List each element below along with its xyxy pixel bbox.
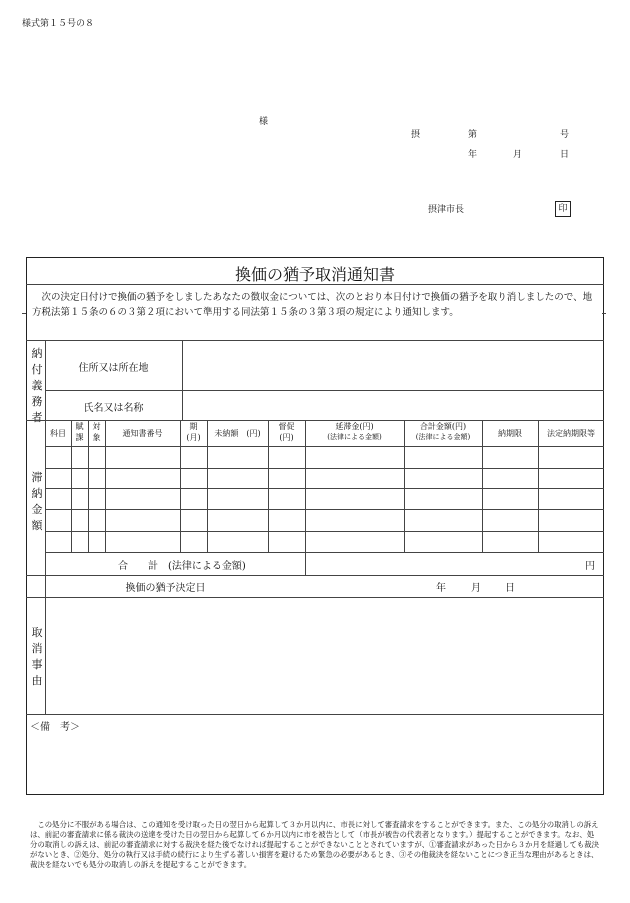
decision-date-label: 換価の猶予決定日 (125, 583, 206, 594)
divider (26, 284, 604, 285)
divider (45, 390, 604, 391)
col-header-late-fee: 延滞金(円) (法律による金額) (327, 422, 382, 441)
col-header-unpaid: 未納額 (円) (214, 429, 261, 438)
name-label: 氏名又は名称 (83, 403, 144, 414)
intro-text: 次の決定日付けで換価の猶予をしましたあなたの徴収金については、次のとおり本日付けで換価の猶予を取り消しましたので、地方税法第１５条の６の３第２項において準用する同法第１５条の３第３項の規定により通知します。 (32, 292, 593, 318)
table-column (105, 420, 106, 552)
col-header-assessment: 賦 課 (75, 422, 84, 442)
table-row (45, 531, 604, 532)
date-month: 月 (513, 150, 523, 160)
cancel-reason-field[interactable] (50, 602, 598, 710)
punch-mark-left (22, 313, 26, 314)
doc-number-prefix: 摂 (411, 130, 421, 140)
decision-day: 日 (505, 583, 515, 594)
total-label: 合 計 (法律による金額) (118, 561, 246, 572)
divider (26, 714, 604, 715)
decision-month: 月 (471, 583, 481, 594)
divider (45, 340, 46, 715)
divider (26, 597, 604, 598)
appeal-notice: この処分に不服がある場合は、この通知を受け取った日の翌日から起算して３か月以内に、市長に対して審査請求をすることができます。また、この処分の取消しの訴えは、前記の審査請求に係る裁決の送達を受けた日の翌日から起算して６か月以内に市を被告として（市長が被告の代表者となります。）提起することができます。なお、処分の取消しの訴えは、前記の審査請求に対する裁決を経た後でなければ提起することができないこととされていますが、①審査請求があった日から３か月を経過しても裁決がないとき、②処分、処分の執行又は手続の続行により生ずる著しい損害を避けるため緊急の必要があるとき、③その他裁決を経ないことにつき正当な理由があるときは、裁決を経ないでも処分の取消しの訴えを提起することができます。 (30, 820, 600, 869)
divider (182, 340, 183, 420)
table-row (45, 468, 604, 469)
table-row (45, 446, 604, 447)
arrears-section-label: 滞 納 金 額 (31, 471, 43, 532)
table-row (45, 488, 604, 489)
col-header-deadline: 納期限 (498, 429, 522, 438)
remarks-label: ＜備 考＞ (30, 722, 80, 733)
cancel-section-label: 取 消 事 由 (31, 626, 43, 687)
divider (26, 340, 604, 341)
col-header-subject: 科目 (50, 429, 66, 438)
col-header-statutory-deadline: 法定納期限等 (547, 429, 595, 438)
date-day: 日 (560, 150, 570, 160)
col-header-total: 合計金額(円) (法律による金額) (415, 422, 471, 441)
col-header-demand: 督促 (円) (278, 422, 295, 442)
table-column (207, 420, 208, 552)
total-unit: 円 (585, 561, 595, 572)
taxpayer-section-label: 納 付 義 務 者 (31, 347, 43, 424)
address-label: 住所又は所在地 (78, 363, 149, 374)
col-header-period: 期 (月) (186, 422, 201, 442)
name-field[interactable] (188, 395, 598, 417)
col-header-target: 対 象 (92, 422, 101, 442)
table-column (305, 420, 306, 575)
divider (26, 575, 604, 576)
issuer: 摂津市長 (428, 205, 465, 215)
seal-box: 印 (555, 201, 571, 217)
doc-number-mid: 第 (468, 130, 478, 140)
punch-mark-right (602, 313, 606, 314)
col-header-notice-no: 通知書番号 (122, 429, 163, 438)
address-field[interactable] (188, 350, 598, 382)
form-number: 様式第１５号の８ (22, 19, 95, 29)
table-column (482, 420, 483, 552)
decision-year: 年 (436, 583, 446, 594)
table-row (45, 552, 604, 553)
document-title: 換価の猶予取消通知書 (234, 265, 395, 284)
doc-number-suffix: 号 (560, 130, 570, 140)
table-column (538, 420, 539, 552)
recipient-suffix: 様 (259, 117, 269, 127)
date-year: 年 (468, 150, 478, 160)
table-row (45, 509, 604, 510)
